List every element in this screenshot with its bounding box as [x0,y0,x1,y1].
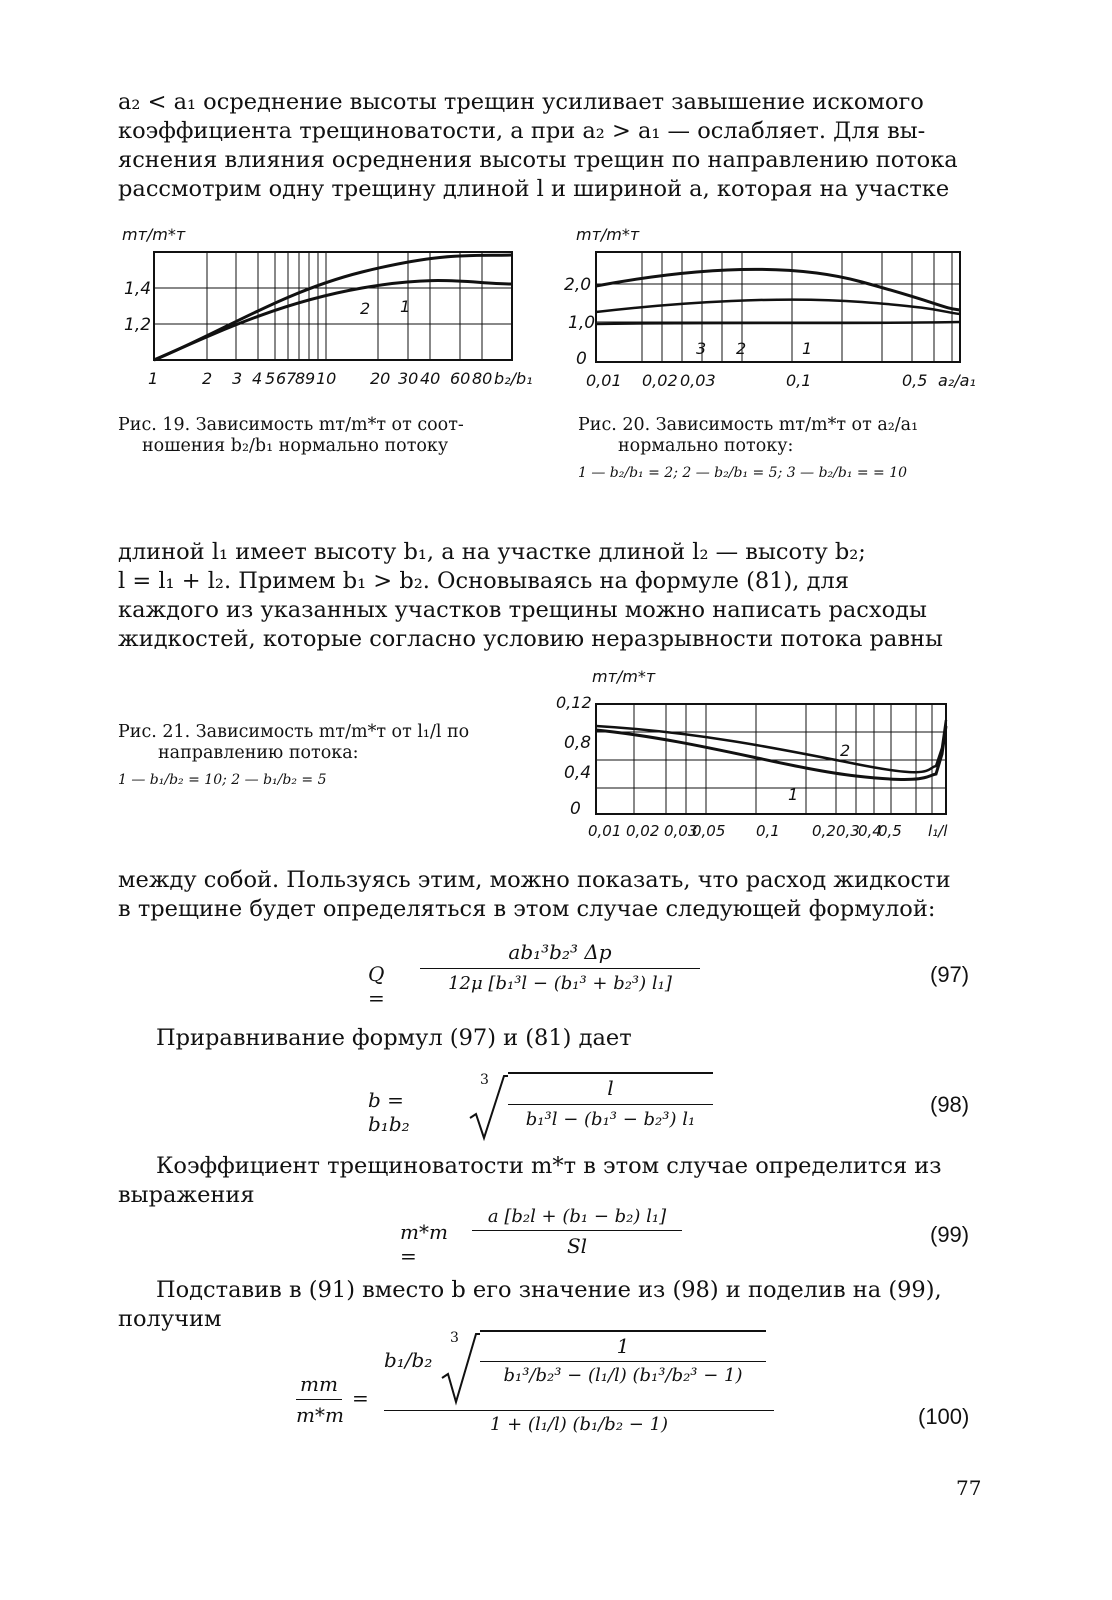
eq-lhs: m*т = [400,1220,448,1268]
curve-2 [596,300,960,314]
xtick: 0,01 [588,822,622,840]
ytick: 2,0 [564,275,592,295]
eq-prefix: b₁/b₂ [384,1348,433,1372]
xtick: l₁/l [928,822,948,840]
text-line: Коэффициент трещиноватости m*т в этом случае определится из [156,1153,942,1179]
equation-number: (99) [930,1222,970,1247]
text-line: каждого из указанных участков трещины можно написать расходы [118,597,927,623]
xtick: 0,1 [756,822,780,840]
xtick: 9 [305,369,316,388]
curve-1 [154,255,512,360]
caption-line: направлению потока: [158,743,359,763]
plot-frame [596,704,946,814]
middle-paragraph [118,538,988,654]
xtick: 8 [295,369,306,388]
figure-21-ylabel: mт/m*т [592,667,656,686]
ytick: 1,0 [568,313,596,333]
text-line: жидкостей, которые согласно условию неразрывности потока равны [118,626,943,652]
ytick: 0,8 [564,733,592,753]
eq-inner-denominator: b₁³/b₂³ − (l₁/l) (b₁³/b₂³ − 1) [503,1365,743,1386]
xtick: 60 [450,369,471,388]
figure-19-plot [112,222,552,402]
xtick: 3 [232,369,243,388]
text-line: между собой. Пользуясь этим, можно показать, что расход жидкости [118,867,951,893]
figure-21 [556,664,986,844]
figure-20-plot [562,222,992,402]
eq-denominator: 12μ [b₁³l − (b₁³ + b₂³) l₁] [448,973,672,994]
figure-21-legend: 1 — b₁/b₂ = 10; 2 — b₁/b₂ = 5 [118,772,327,788]
text-line: яснения влияния осреднения высоты трещин по направлению потока [118,147,958,173]
equation-number: (97) [930,962,970,987]
curve-1 [596,269,960,310]
ytick: 0 [570,799,581,819]
xtick: 80 [472,369,493,388]
figure-21-caption [118,722,558,791]
curve-label: 2 [736,339,747,358]
radical-icon [440,1332,480,1406]
curve-label: 2 [840,741,851,760]
xtick: 40 [420,369,441,388]
xtick: 4 [252,369,263,388]
caption-line: Рис. 20. Зависимость mт/m*т от a₂/a₁ [578,415,919,435]
figure-20-legend: 1 — b₂/b₁ = 2; 2 — b₂/b₁ = 5; 3 — b₂/b₁ = = 10 [578,465,908,481]
curve-3 [596,322,960,324]
curve-label: 2 [360,299,371,318]
eq-numerator: l [607,1076,614,1100]
xtick: 0,2 [812,822,836,840]
curve-2 [154,281,512,360]
root-index: 3 [480,1072,489,1088]
eq-lhs-numerator: mт [300,1372,338,1396]
text-line: a₂ < a₁ осреднение высоты трещин усиливает завышение искомого [118,89,924,115]
figure-19-ylabel: mт/m*т [122,225,186,244]
eq-denominator: b₁³l − (b₁³ − b₂³) l₁ [525,1109,696,1130]
text-99 [118,1152,988,1210]
ytick: 1,4 [124,279,152,299]
caption-line: нормально потоку: [618,436,794,456]
radical-icon [468,1074,508,1144]
ytick: 0,12 [556,693,592,712]
text-line: получим [118,1306,222,1332]
ytick: 0 [576,349,587,369]
xtick: 20 [370,369,391,388]
curve-2 [596,720,946,772]
xtick: 0,1 [786,371,812,390]
xticks [586,371,976,390]
caption-line: Рис. 19. Зависимость mт/m*т от соот- [118,415,464,435]
xtick: 0,5 [878,822,902,840]
text-line: Приравнивание формул (97) и (81) дает [156,1025,632,1051]
curve-label: 1 [788,785,799,804]
xticks [148,369,533,388]
equation-number: (100) [918,1404,970,1429]
xtick: 6 [276,369,287,388]
ytick: 0,4 [564,763,592,783]
text-line: длиной l₁ имеет высоту b₁, а на участке длиной l₂ — высоту b₂; [118,539,866,565]
text-line: коэффициента трещиноватости, а при a₂ > a₁ — ослабляет. Для вы- [118,118,926,144]
plot-frame [154,252,512,360]
text-line: рассмотрим одну трещину длиной l и шириной a, которая на участке [118,176,950,202]
text-98 [156,1024,986,1053]
caption-line: ношения b₂/b₁ нормально потоку [142,436,449,456]
eq-lhs-denominator: m*т [296,1403,344,1427]
eq-numerator: ab₁³b₂³ Δp [508,940,612,964]
xtick: 0,05 [692,822,726,840]
caption-line: Рис. 21. Зависимость mт/m*т от l₁/l по [118,722,470,742]
figure-19-caption [118,415,558,457]
equation-number: (98) [930,1092,970,1117]
curve-label: 1 [802,339,813,358]
xtick: 0,3 [836,822,860,840]
equals-sign: = [352,1386,369,1410]
xtick: 0,4 [858,822,882,840]
after-fig-paragraph [118,866,988,924]
eq-inner-numerator: 1 [616,1334,630,1358]
xtick: 7 [286,369,297,388]
eq-denominator: Sl [566,1234,588,1258]
eq-lhs: Q = [368,962,385,1010]
xtick: b₂/b₁ [494,369,533,388]
text-line: l = l₁ + l₂. Примем b₁ > b₂. Основываясь на формуле (81), для [118,568,849,594]
root-index: 3 [450,1330,459,1346]
grid [154,252,512,360]
figure-19 [112,222,552,402]
xtick: 2 [202,369,213,388]
intro-paragraph [118,88,988,204]
xtick: 30 [398,369,419,388]
ytick: 1,2 [124,315,152,335]
page-number: 77 [956,1476,982,1500]
text-line: выражения [118,1182,255,1208]
figure-21-plot [556,664,986,844]
xtick: a₂/a₁ [938,371,976,390]
xtick: 10 [316,369,337,388]
xtick: 0,02 [642,371,678,390]
text-line: в трещине будет определяться в этом случае следующей формулой: [118,896,936,922]
xtick: 0,03 [680,371,716,390]
eq-numerator: a [b₂l + (b₁ − b₂) l₁] [487,1206,667,1227]
curve-label: 1 [400,297,411,316]
grid [596,704,946,814]
curve-label: 3 [696,339,707,358]
xtick: 5 [265,369,276,388]
xtick: 0,01 [586,371,622,390]
eq-denominator: 1 + (l₁/l) (b₁/b₂ − 1) [489,1414,669,1435]
figure-20-caption [578,415,998,484]
eq-lhs: b = b₁b₂ [368,1088,410,1136]
figure-20-ylabel: mт/m*т [576,225,640,244]
figure-20 [562,222,992,402]
xtick: 1 [148,369,159,388]
xtick: 0,02 [626,822,660,840]
xtick: 0,5 [902,371,928,390]
text-100 [118,1276,988,1334]
text-line: Подставив в (91) вместо b его значение из (98) и поделив на (99), [156,1277,942,1303]
xtick: 0,03 [664,822,698,840]
xticks [588,822,948,840]
